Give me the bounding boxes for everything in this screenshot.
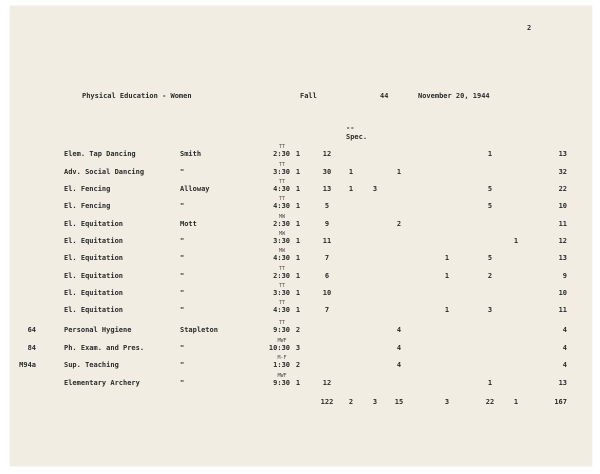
instructor-name: " — [180, 254, 185, 262]
instructor-name: " — [180, 379, 185, 387]
instructor-name: Mott — [180, 220, 197, 228]
meeting-days: MW — [278, 248, 286, 254]
course-name: El. Equitation — [64, 272, 124, 280]
class-time: 3:30 — [273, 289, 290, 297]
count-col-1: 7 — [324, 254, 330, 262]
column-total-c2: 2 — [348, 398, 354, 406]
document-page — [10, 6, 592, 466]
count-col-1: 12 — [322, 150, 332, 158]
count-col-1: 7 — [324, 306, 330, 314]
count-col-1: 13 — [322, 185, 332, 193]
class-time: 3:30 — [273, 237, 290, 245]
course-name: Elem. Tap Dancing — [64, 150, 136, 158]
unit-count: 2 — [295, 361, 301, 369]
unit-count: 1 — [295, 168, 301, 176]
instructor-name: " — [180, 361, 185, 369]
course-number: M94a — [19, 361, 36, 369]
meeting-days: TT — [278, 196, 286, 202]
count-col-1: 11 — [322, 237, 332, 245]
instructor-name: Alloway — [180, 185, 210, 193]
row-total: 13 — [558, 254, 567, 262]
row-total: 4 — [562, 344, 567, 352]
class-time: 2:30 — [273, 272, 290, 280]
row-total: 11 — [558, 306, 567, 314]
spec-column-label: Spec. — [346, 133, 368, 141]
instructor-name: " — [180, 202, 185, 210]
count-col-6: 1 — [487, 379, 493, 387]
meeting-days: TT — [278, 162, 286, 168]
count-col-7: 1 — [513, 237, 519, 245]
unit-count: 2 — [295, 326, 301, 334]
count-col-6: 5 — [487, 254, 493, 262]
count-col-1: 6 — [324, 272, 330, 280]
count-col-1: 9 — [324, 220, 330, 228]
row-total: 4 — [562, 326, 567, 334]
course-name: Ph. Exam. and Pres. — [64, 344, 145, 352]
count-col-1: 30 — [322, 168, 332, 176]
course-number: 84 — [27, 344, 36, 352]
unit-count: 1 — [295, 202, 301, 210]
count-col-6: 1 — [487, 150, 493, 158]
unit-count: 1 — [295, 220, 301, 228]
class-time: 1:30 — [273, 361, 290, 369]
count-col-2: 1 — [348, 185, 354, 193]
course-name: Elementary Archery — [64, 379, 140, 387]
instructor-name: " — [180, 272, 185, 280]
instructor-name: Stapleton — [180, 326, 218, 334]
row-total: 11 — [558, 220, 567, 228]
count-col-4: 4 — [396, 326, 402, 334]
class-time: 4:30 — [273, 306, 290, 314]
class-time: 4:30 — [273, 202, 290, 210]
spec-dashes: -- — [346, 124, 355, 132]
count-col-5: 1 — [444, 306, 450, 314]
row-total: 10 — [558, 289, 567, 297]
count-col-1: 10 — [322, 289, 332, 297]
unit-count: 1 — [295, 306, 301, 314]
course-name: Personal Hygiene — [64, 326, 132, 334]
count-col-3: 3 — [372, 185, 378, 193]
column-total-c6: 22 — [485, 398, 495, 406]
class-time: 9:30 — [273, 379, 290, 387]
unit-count: 1 — [295, 150, 301, 158]
row-total: 12 — [558, 237, 567, 245]
class-time: 3:30 — [273, 168, 290, 176]
unit-count: 1 — [295, 272, 301, 280]
term-label: Fall — [300, 92, 317, 100]
count-col-5: 1 — [444, 272, 450, 280]
instructor-name: " — [180, 237, 185, 245]
row-total: 9 — [562, 272, 567, 280]
unit-count: 1 — [295, 289, 301, 297]
unit-count: 1 — [295, 379, 301, 387]
course-name: El. Fencing — [64, 185, 111, 193]
course-name: El. Equitation — [64, 254, 124, 262]
count-col-4: 2 — [396, 220, 402, 228]
course-name: Adv. Social Dancing — [64, 168, 145, 176]
course-name: Sup. Teaching — [64, 361, 119, 369]
class-time: 9:30 — [273, 326, 290, 334]
count-col-6: 5 — [487, 202, 493, 210]
row-total: 10 — [558, 202, 567, 210]
course-number: 64 — [27, 326, 36, 334]
count-col-1: 12 — [322, 379, 332, 387]
row-total: 4 — [562, 361, 567, 369]
meeting-days: MW — [278, 231, 286, 237]
column-total-c3: 3 — [372, 398, 378, 406]
row-total: 22 — [558, 185, 567, 193]
count-col-4: 4 — [396, 361, 402, 369]
column-total-c5: 3 — [444, 398, 450, 406]
unit-count: 3 — [295, 344, 301, 352]
class-time: 2:30 — [273, 220, 290, 228]
count-col-4: 1 — [396, 168, 402, 176]
meeting-days: MWF — [277, 338, 287, 344]
count-col-4: 4 — [396, 344, 402, 352]
unit-count: 1 — [295, 254, 301, 262]
count-col-6: 3 — [487, 306, 493, 314]
year-label: 44 — [380, 92, 389, 100]
count-col-6: 2 — [487, 272, 493, 280]
unit-count: 1 — [295, 237, 301, 245]
count-col-2: 1 — [348, 168, 354, 176]
meeting-days: MW — [278, 214, 286, 220]
page-number: 2 — [527, 24, 532, 32]
count-col-5: 1 — [444, 254, 450, 262]
meeting-days: TT — [278, 283, 286, 289]
count-col-1: 5 — [324, 202, 330, 210]
meeting-days: TT — [278, 300, 286, 306]
meeting-days: MWF — [277, 373, 287, 379]
course-name: El. Equitation — [64, 289, 124, 297]
course-name: El. Equitation — [64, 306, 124, 314]
instructor-name: " — [180, 289, 185, 297]
class-time: 10:30 — [268, 344, 290, 352]
column-total-c7: 1 — [513, 398, 519, 406]
meeting-days: TT — [278, 320, 286, 326]
meeting-days: TT — [278, 144, 286, 150]
column-total-c1: 122 — [320, 398, 334, 406]
course-name: El. Fencing — [64, 202, 111, 210]
row-total: 32 — [558, 168, 567, 176]
row-total: 13 — [558, 150, 567, 158]
course-name: El. Equitation — [64, 220, 124, 228]
meeting-days: TT — [278, 179, 286, 185]
unit-count: 1 — [295, 185, 301, 193]
date-label: November 20, 1944 — [418, 92, 490, 100]
class-time: 4:30 — [273, 254, 290, 262]
row-total: 13 — [558, 379, 567, 387]
column-total-c4: 15 — [394, 398, 404, 406]
instructor-name: " — [180, 306, 185, 314]
meeting-days: TT — [278, 266, 286, 272]
class-time: 4:30 — [273, 185, 290, 193]
department-heading: Physical Education - Women — [82, 92, 192, 100]
course-name: El. Equitation — [64, 237, 124, 245]
instructor-name: " — [180, 344, 185, 352]
class-time: 2:30 — [273, 150, 290, 158]
count-col-6: 5 — [487, 185, 493, 193]
instructor-name: Smith — [180, 150, 202, 158]
instructor-name: " — [180, 168, 185, 176]
meeting-days: M-F — [277, 355, 287, 361]
column-total-total: 167 — [554, 398, 567, 406]
